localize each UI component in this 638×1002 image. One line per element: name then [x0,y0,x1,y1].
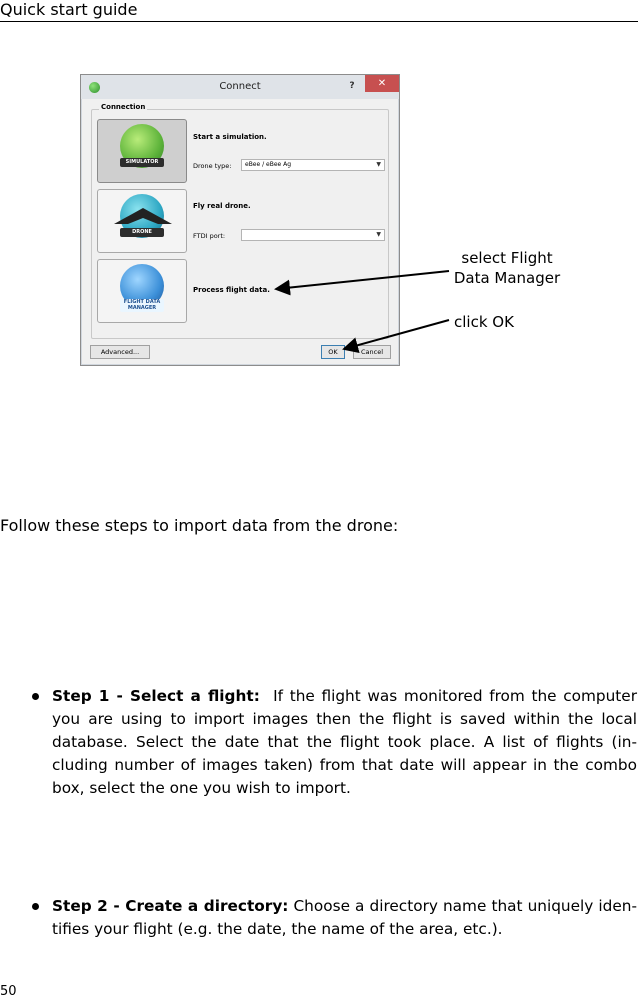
click-ok-annotation: click OK [454,313,514,331]
bullet-dot [32,903,39,910]
step-1-label: Step 1 - Select a flight: [52,687,260,705]
simulator-image-label: SIMULATOR [120,158,164,167]
chevron-down-icon: ▼ [376,161,381,168]
advanced-button[interactable]: Advanced... [90,345,150,359]
simulation-heading: Start a simulation. [193,133,267,141]
step-1-line3: database. Select the date that the flight took place. A list of flights (in- [52,733,637,751]
intro-paragraph: Follow these steps to import data from the drone: [0,516,399,535]
step-2-label: Step 2 - Create a directory: [52,897,289,915]
step-2-line1 [52,895,637,918]
step-2-line2: tifies your flight (e.g. the date, the name of the area, etc.). [52,920,503,938]
cancel-button[interactable]: Cancel [353,345,391,359]
arrow-to-ok-button [344,320,449,349]
arrow-to-process-flight-data [276,271,449,289]
help-button[interactable]: ? [349,81,355,91]
step-1-text-line1: If the flight was monitored from the computer [273,687,637,705]
page-number: 50 [0,984,17,999]
process-flight-data-heading: Process flight data. [193,286,270,294]
step-1-line5: box, select the one you wish to import. [52,779,351,797]
ok-button[interactable]: OK [321,345,345,359]
step-1-line4: cluding number of images taken) from that date will appear in the combo [52,756,637,774]
connection-group-label: Connection [101,103,146,111]
chevron-down-icon: ▼ [376,231,381,238]
drone-image-label: DRONE [120,228,164,237]
step-1-line1 [52,685,637,708]
drone-type-label: Drone type: [193,162,232,170]
running-head: Quick start guide [0,0,138,19]
ftdi-port-label: FTDI port: [193,232,226,240]
flight-data-label-line2: MANAGER [127,305,157,311]
annotation-arrows [0,0,638,400]
select-flight-annotation [452,248,562,288]
drone-type-value: eBee / eBee Ag [245,161,292,168]
step-1-line2: you are using to import images then the flight is saved within the local [52,710,637,728]
fly-drone-heading: Fly real drone. [193,202,251,210]
step-2-text-line1: Choose a directory name that uniquely iden- [293,897,637,915]
close-button[interactable]: ✕ [365,75,399,92]
select-flight-line1: select Flight [461,249,553,267]
flight-data-label-line1: FLIGHT DATA [123,299,161,305]
step-1-item [52,685,637,708]
bullet-dot [32,693,39,700]
select-flight-line2: Data Manager [453,269,561,287]
dialog-title: Connect [219,81,261,92]
